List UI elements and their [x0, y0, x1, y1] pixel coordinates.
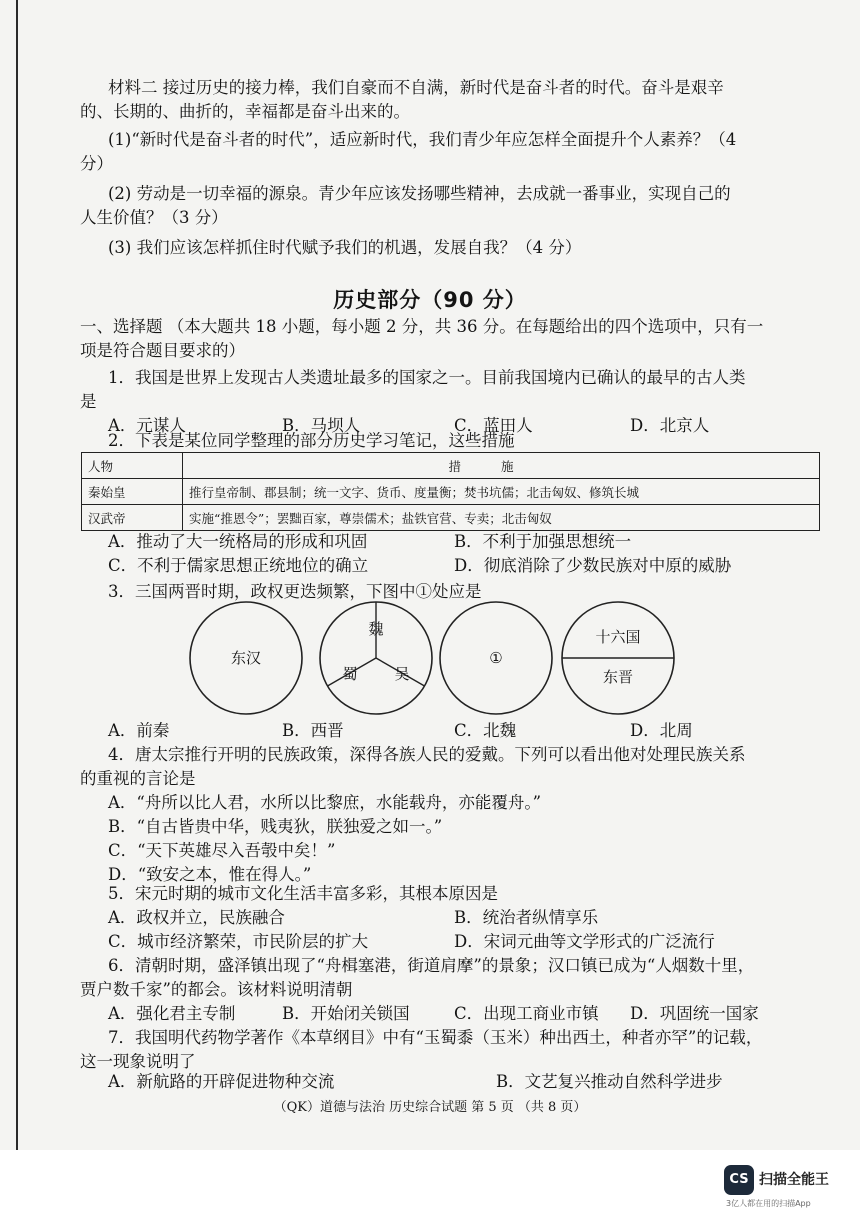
history-intro-line1: 一、选择题 （本大题共 18 小题，每小题 2 分，共 36 分。在每题给出的四个选项中，只有一: [80, 317, 764, 336]
q6-option-a: A．强化君主专制: [108, 1004, 236, 1023]
q1-option-b: B．马坝人: [282, 416, 361, 435]
q6-stem-line2: 贾户数千家”的都会。该材料说明清朝: [80, 980, 353, 999]
q1-stem-line2: 是: [80, 392, 97, 411]
table-header-measures: 措施: [183, 453, 820, 479]
label-wu: 吴: [394, 665, 410, 683]
q2-option-c: C．不利于儒家思想正统地位的确立: [108, 556, 369, 575]
q2-option-d: D．彻底消除了少数民族对中原的威胁: [454, 556, 732, 575]
material2-q2-line1: (2) 劳动是一切幸福的源泉。青少年应该发扬哪些精神，去成就一番事业，实现自己的: [108, 184, 731, 203]
q2-option-b: B．不利于加强思想统一: [454, 532, 632, 551]
q5-option-c: C．城市经济繁荣，市民阶层的扩大: [108, 932, 369, 951]
q3-regime-diagram: [186, 612, 826, 712]
label-sixteen-kingdoms: 十六国: [595, 628, 641, 646]
q5-option-b: B．统治者纵情享乐: [454, 908, 599, 927]
q1-option-c: C．蓝田人: [454, 416, 533, 435]
label-shu: 蜀: [342, 665, 358, 683]
q3-option-c: C．北魏: [454, 721, 517, 740]
scanner-tagline: 3亿人都在用的扫描App: [726, 1199, 811, 1208]
table-header-person: 人物: [82, 453, 183, 479]
q7-stem-line2: 这一现象说明了: [80, 1052, 196, 1071]
q6-option-b: B．开始闭关锁国: [282, 1004, 410, 1023]
q2-option-a: A．推动了大一统格局的形成和巩固: [108, 532, 368, 551]
q3-stem: 3．三国两晋时期，政权更迭频繁，下图中①处应是: [108, 582, 482, 601]
q4-stem-line2: 的重视的言论是: [80, 769, 196, 788]
q7-stem-line1: 7．我国明代药物学著作《本草纲目》中有“玉蜀黍（玉米）种出西土，种者亦罕”的记载，: [108, 1028, 763, 1047]
q5-option-a: A．政权并立，民族融合: [108, 908, 285, 927]
q7-option-a: A．新航路的开辟促进物种交流: [108, 1072, 335, 1091]
q6-option-d: D．巩固统一国家: [630, 1004, 759, 1023]
q3-option-b: B．西晋: [282, 721, 344, 740]
q3-option-d: D．北周: [630, 721, 693, 740]
history-intro-line2: 项是符合题目要求的）: [80, 341, 245, 360]
material2-line1: 材料二 接过历史的接力棒，我们自豪而不自满，新时代是奋斗者的时代。奋斗是艰辛: [108, 78, 724, 97]
q4-option-a: A．“舟所以比人君，水所以比黎庶，水能载舟，亦能覆舟。”: [108, 793, 542, 812]
material2-q1-line2: 分）: [80, 154, 113, 173]
table-cell-measures: 实施“推恩令”；罢黜百家，尊崇儒术；盐铁官营、专卖；北击匈奴: [183, 505, 820, 531]
scanner-logo-icon: CS: [724, 1165, 754, 1195]
table-row: [82, 505, 820, 531]
page-footer: （QK）道德与法治 历史综合试题 第 5 页 （共 8 页）: [273, 1100, 587, 1115]
label-blank-marker: ①: [489, 649, 503, 667]
q4-option-c: C．“天下英雄尽入吾彀中矣！”: [108, 841, 336, 860]
q4-option-b: B．“自古皆贵中华，贱夷狄，朕独爱之如一。”: [108, 817, 443, 836]
table-cell-person: 汉武帝: [82, 505, 183, 531]
q1-option-a: A．元谋人: [108, 416, 186, 435]
q5-option-d: D．宋词元曲等文学形式的广泛流行: [454, 932, 715, 951]
table-row: [82, 479, 820, 505]
q6-option-c: C．出现工商业市镇: [454, 1004, 599, 1023]
q6-stem-line1: 6．清朝时期，盛泽镇出现了“舟楫塞港，街道肩摩”的景象；汉口镇已成为“人烟数十里，: [108, 956, 755, 975]
q1-option-d: D．北京人: [630, 416, 710, 435]
q2-notes-table: [81, 452, 820, 531]
q4-option-d: D．“致安之本，惟在得人。”: [108, 865, 312, 884]
material2-q2-line2: 人生价值？（3 分）: [80, 208, 228, 227]
q7-option-b: B．文艺复兴推动自然科学进步: [496, 1072, 723, 1091]
binding-margin-line: [16, 0, 18, 1150]
scanner-watermark: [724, 1165, 844, 1207]
regime-circles-svg: [186, 612, 826, 712]
label-eastern-jin: 东晋: [602, 668, 634, 686]
circle-eastern-han-label: 东汉: [230, 649, 262, 667]
q2-stem: 2．下表是某位同学整理的部分历史学习笔记，这些措施: [108, 431, 515, 450]
q4-stem-line1: 4．唐太宗推行开明的民族政策，深得各族人民的爱戴。下列可以看出他对处理民族关系: [108, 745, 746, 764]
history-section-title: 历史部分（90 分）: [333, 288, 527, 312]
q5-stem: 5．宋元时期的城市文化生活丰富多彩，其根本原因是: [108, 884, 498, 903]
scanner-app-name: 扫描全能王: [759, 1172, 829, 1188]
table-cell-measures: 推行皇帝制、郡县制；统一文字、货币、度量衡；焚书坑儒；北击匈奴、修筑长城: [183, 479, 820, 505]
table-header-row: [82, 453, 820, 479]
material2-q3-line1: (3) 我们应该怎样抓住时代赋予我们的机遇，发展自我？（4 分）: [108, 238, 582, 257]
q3-option-a: A．前秦: [108, 721, 170, 740]
material2-q1-line1: (1)“新时代是奋斗者的时代”，适应新时代，我们青少年应怎样全面提升个人素养？（4: [108, 130, 737, 149]
label-wei: 魏: [368, 620, 384, 638]
q1-stem-line1: 1．我国是世界上发现古人类遗址最多的国家之一。目前我国境内已确认的最早的古人类: [108, 368, 746, 387]
material2-line2: 的、长期的、曲折的，幸福都是奋斗出来的。: [80, 102, 410, 121]
table-cell-person: 秦始皇: [82, 479, 183, 505]
